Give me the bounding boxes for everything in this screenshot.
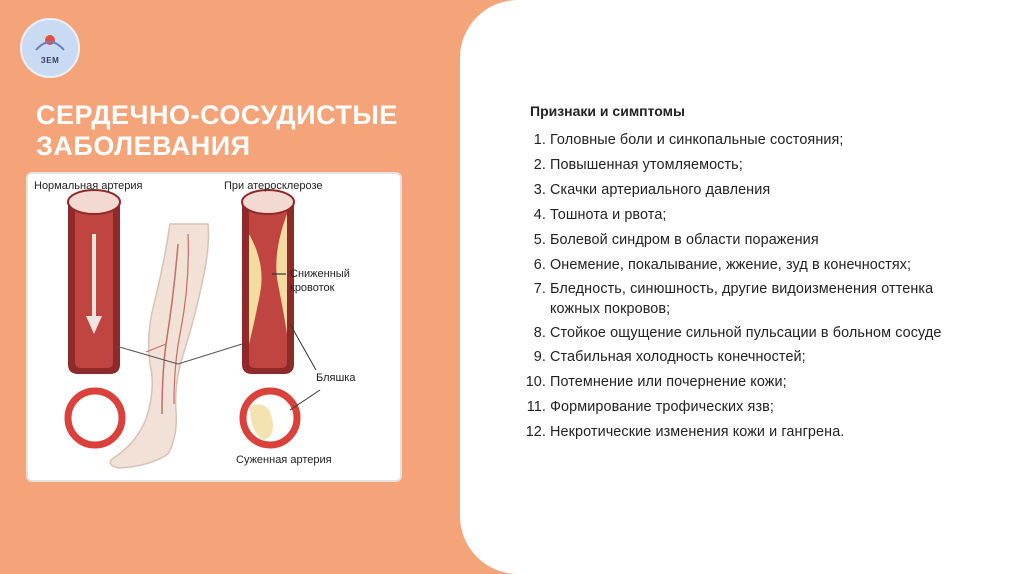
normal-artery-section xyxy=(68,391,122,445)
list-item: 9. Стабильная холодность конечностей; xyxy=(533,349,806,365)
artery-illustration xyxy=(26,172,402,482)
label-narrowed-artery: Суженная артерия xyxy=(236,454,332,466)
logo xyxy=(20,18,80,78)
label-normal-artery: Нормальная артерия xyxy=(34,180,143,192)
list-item: 10. Потемнение или почернение кожи; xyxy=(525,374,787,390)
atherosclerotic-artery-vessel xyxy=(242,190,294,374)
pointer-line-atherosclerosis xyxy=(178,344,242,364)
label-reduced-flow-2: кровоток xyxy=(290,282,335,294)
normal-artery-vessel xyxy=(68,190,120,374)
list-item: 7. Бледность, синюшность, другие видоизменения оттенка кожных покровов; xyxy=(533,281,934,317)
list-item: 8. Стойкое ощущение сильной пульсации в больном сосуде xyxy=(533,325,942,341)
list-item: 6. Онемение, покалывание, жжение, зуд в конечностях; xyxy=(533,257,912,273)
list-item: 2. Повышенная утомляемость; xyxy=(533,157,743,173)
logo-figure-icon xyxy=(22,20,78,76)
list-item: 12. Некротические изменения кожи и гангрена. xyxy=(525,424,845,440)
symptoms-list xyxy=(510,130,980,447)
label-plaque: Бляшка xyxy=(316,372,356,384)
label-reduced-flow-1: Сниженный xyxy=(290,268,350,280)
list-item: 1. Головные боли и синкопальные состояния; xyxy=(533,132,844,148)
logo-text: ЗЕМ xyxy=(40,56,60,65)
list-item: 11. Формирование трофических язв; xyxy=(526,399,774,415)
narrowed-artery-section xyxy=(243,391,297,445)
list-item: 5. Болевой синдром в области поражения xyxy=(533,232,819,248)
title-line-1: СЕРДЕЧНО-СОСУДИСТЫЕ xyxy=(36,100,398,130)
symptoms-heading: Признаки и симптомы xyxy=(530,103,685,119)
label-atherosclerosis: При атеросклерозе xyxy=(224,180,323,192)
list-item: 4. Тошнота и рвота; xyxy=(533,207,667,223)
artery-diagram xyxy=(28,174,400,480)
title-line-2: ЗАБОЛЕВАНИЯ xyxy=(36,131,251,161)
page-title xyxy=(36,100,398,162)
leg-figure xyxy=(110,224,208,468)
list-item: 3. Скачки артериального давления xyxy=(533,182,771,198)
